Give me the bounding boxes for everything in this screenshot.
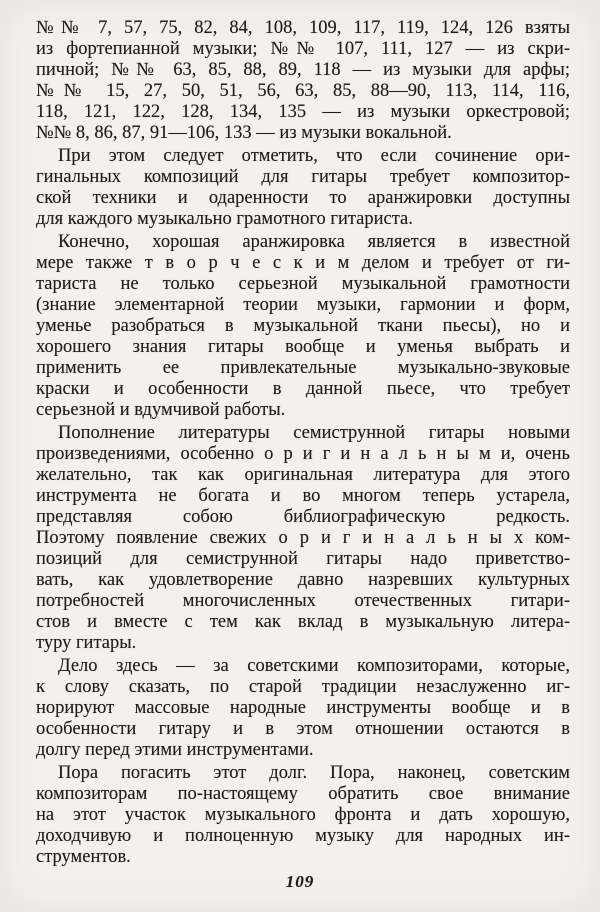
text-line: Пополнение литературы семиструнной гитары новыми <box>58 423 570 443</box>
text-line: для каждого музыкально грамотного гитариста. <box>36 209 413 229</box>
text-line: №№ 8, 86, 87, 91—106, 133 — из музыки вокальной. <box>36 123 452 143</box>
text-line: гинальных композиций для гитары требует композитор- <box>36 167 570 187</box>
text-line: №№ 7, 57, 75, 82, 84, 108, 109, 117, 119, 124, 126 взяты <box>36 18 570 38</box>
text-line: из фортепианной музыки; №№ 107, 111, 127 — из скри- <box>36 39 570 59</box>
text-line: туру гитары. <box>36 633 137 653</box>
text-line: стов и вместе с тем как вклад в музыкальную литера- <box>36 612 570 632</box>
text-line: уменье разобраться в музыкальной ткани пьесы), но и <box>36 316 570 336</box>
text-line: серьезной и вдумчивой работы. <box>36 400 286 420</box>
text-line: представляя собою библиографическую редкость. <box>36 507 570 527</box>
text-line: долгу перед этими инструментами. <box>36 740 314 760</box>
page-text <box>36 18 570 868</box>
text-line: произведениями, особенно о р и г и н а л ь н ы м и, очень <box>36 444 570 464</box>
text-line: вать, как удовлетворение давно назревших культурных <box>36 570 570 590</box>
page-number: 109 <box>285 872 315 891</box>
text-line: доходчивую и полноценную музыку для народных ин- <box>36 826 570 846</box>
paragraph <box>36 18 570 144</box>
text-line: позиций для семиструнной гитары надо приветство- <box>36 549 570 569</box>
text-line: 118, 121, 122, 128, 134, 135 — из музыки оркестровой; <box>36 102 570 122</box>
text-line: хорошего знания гитары вообще и уменья выбрать и <box>36 337 570 357</box>
text-line: Поэтому появление свежих о р и г и н а л ь н ы х ком- <box>36 528 570 548</box>
text-line: на этот участок музыкального фронта и дать хорошую, <box>36 805 570 825</box>
text-line: При этом следует отметить, что если сочинение ори- <box>58 146 570 166</box>
paragraph <box>36 763 570 868</box>
text-line: композиторам по-настоящему обратить свое внимание <box>36 784 570 804</box>
paragraph <box>36 146 570 230</box>
text-line: желательно, так как оригинальная литература для этого <box>36 465 570 485</box>
text-line: Пора погасить этот долг. Пора, наконец, советским <box>58 763 570 783</box>
text-line: Конечно, хорошая аранжировка является в известной <box>58 232 570 252</box>
paragraph <box>36 232 570 421</box>
text-line: тариста не только серьезной музыкальной грамотности <box>36 274 570 294</box>
text-line: (знание элементарной теории музыки, гармонии и форм, <box>36 295 570 315</box>
text-line: Дело здесь — за советскими композиторами, которые, <box>58 656 570 676</box>
text-line: краски и особенности в данной пьесе, что требует <box>36 379 570 399</box>
text-line: потребностей многочисленных отечественных гитари- <box>36 591 570 611</box>
paragraph <box>36 656 570 761</box>
text-line: ской техники и одаренности то аранжировки доступны <box>36 188 570 208</box>
text-line: особенности гитару и в этом отношении остаются в <box>36 719 570 739</box>
text-line: норируют массовые народные инструменты вообще и в <box>36 698 570 718</box>
text-line: инструмента не богата и во многом теперь устарела, <box>36 486 570 506</box>
paragraph <box>36 423 570 654</box>
text-line: струментов. <box>36 847 131 867</box>
text-line: пичной; №№ 63, 85, 88, 89, 118 — из музыки для арфы; <box>36 60 570 80</box>
text-line: мере также т в о р ч е с к и м делом и требует от ги- <box>36 253 570 273</box>
text-line: применить ее привлекательные музыкально-звуковые <box>36 358 570 378</box>
text-line: №№ 15, 27, 50, 51, 56, 63, 85, 88—90, 113, 114, 116, <box>36 81 570 101</box>
text-line: к слову сказать, по старой традиции незаслуженно иг- <box>36 677 570 697</box>
